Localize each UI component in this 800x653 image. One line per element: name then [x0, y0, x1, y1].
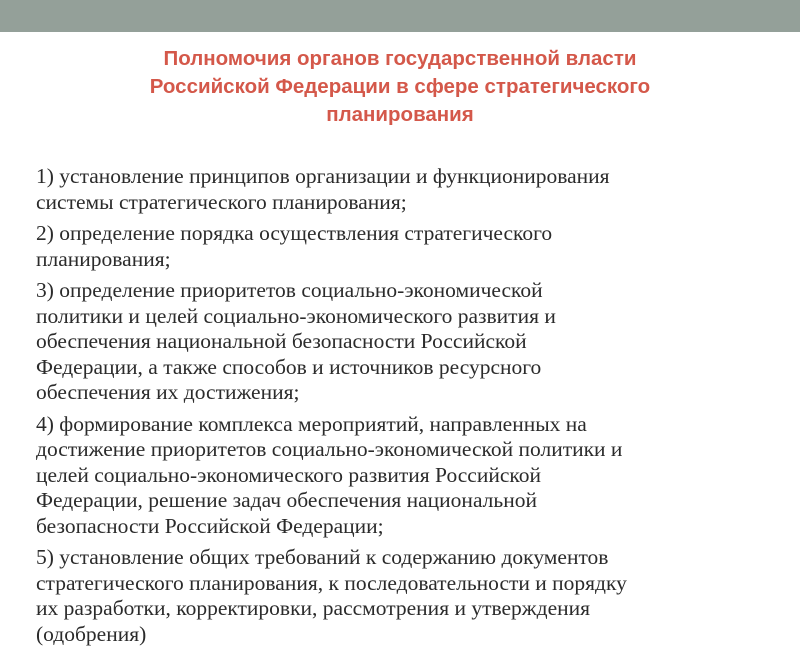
list-item-line: Федерации, решение задач обеспечения национальной [36, 488, 537, 512]
list-item-line: планирования; [36, 246, 171, 271]
powers-list [36, 164, 786, 653]
list-item-line: 5) установление общих требований к содержанию документов [36, 545, 609, 569]
list-item-line: (одобрения) [36, 621, 147, 646]
top-bar [0, 0, 800, 32]
list-item [36, 164, 786, 215]
title-line: Российской Федерации в сфере стратегического [149, 75, 651, 98]
list-item-line: обеспечения национальной безопасности Российской [36, 329, 527, 353]
list-item-line: стратегического планирования, к последовательности и порядку [36, 570, 627, 595]
list-item-line: 3) определение приоритетов социально-экономической [36, 278, 543, 302]
list-item-line: 2) определение порядка осуществления стратегического [36, 221, 553, 245]
list-item-line: политики и целей социально-экономического развития и [36, 303, 556, 328]
list-item-line: обеспечения их достижения; [36, 380, 300, 404]
list-item-line: безопасности Российской Федерации; [36, 513, 384, 538]
list-item [36, 545, 786, 647]
title-line: Полномочия органов государственной власти [163, 47, 637, 70]
list-item-line: 4) формирование комплекса мероприятий, направленных на [36, 411, 587, 436]
list-item-line: Федерации, а также способов и источников ресурсного [36, 354, 542, 379]
list-item-line: достижение приоритетов социально-экономической политики и [36, 437, 623, 461]
list-item [36, 278, 786, 406]
list-item [36, 412, 786, 540]
title-line: планирования [326, 103, 474, 126]
list-item-line: их разработки, корректировки, рассмотрения и утверждения [36, 596, 591, 620]
list-item-line: 1) установление принципов организации и функционирования [36, 164, 610, 188]
slide-title [40, 45, 760, 129]
list-item-line: целей социально-экономического развития Российской [36, 462, 541, 487]
list-item [36, 221, 786, 272]
list-item-line: системы стратегического планирования; [36, 189, 407, 214]
